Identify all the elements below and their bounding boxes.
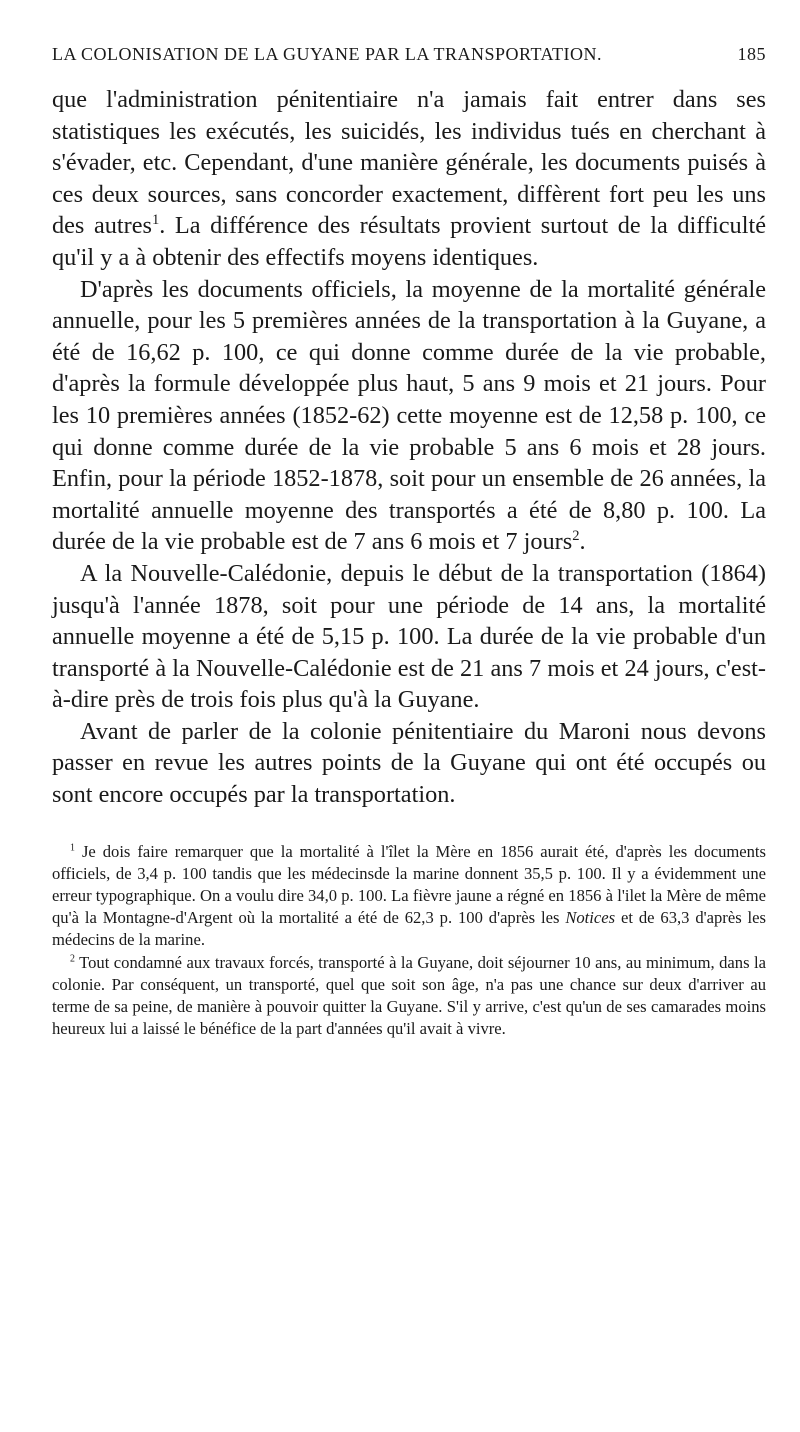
footnote-ref: 1 — [151, 212, 160, 229]
footnote-text: Je dois faire remarquer que la mortalité à l'îlet la Mère en 1856 aurait été, d'après les documents officiels, de 3,4 p. 100 tandis que les médecinsde la marine donnent 35,5 p. 100. Il y a évidemment une erreur typographique. On a voulu dire 34,0 p. 100. La fièvre jaune a régné en 1856 à l'ilet la Mère de même qu'à la Montagne-d'Argent où la mortalité a été de 62,3 p. 100 d'après les — [52, 841, 766, 928]
paragraph-text: . La différence des résultats provient surtout de la difficulté qu'il y a à obtenir des effectifs moyens identiques. — [52, 212, 766, 271]
paragraph-text: D'après les documents officiels, la moyenne de la mortalité générale annuelle, pour les 5 premières années de la transportation à la Guyane, a été de 16,62 p. 100, ce qui donne comme durée de la vie probable, d'après la formule développée plus haut, 5 ans 9 mois et 21 jours. Pour les 10 premières années (1852-62) cette moyenne est de 12,58 p. 100, ce qui donne comme durée de la vie probable 5 ans 6 mois et 28 jours. Enfin, pour la période 1852-1878, soit pour un ensemble de 26 années, la mortalité annuelle moyenne des transportés a été de 8,80 p. 100. La durée de la vie probable est de 7 ans 6 mois et 7 jours — [52, 275, 766, 556]
footnote-italic: Notices — [565, 908, 616, 928]
footnote-text: Tout condamné aux travaux forcés, transporté à la Guyane, doit séjourner 10 ans, au minimum, dans la colonie. Par conséquent, un transporté, quel que soit son âge, n'a pas une chance sur deux d'arriver au terme de sa peine, de manière à pouvoir quitter la Guyane. S'il y arrive, c'est qu'un de ses camarades moins heureux lui a laissé le bénéfice de la part d'années qu'il avait à vivre. — [52, 952, 766, 1039]
paragraph-text: . — [579, 528, 586, 556]
paragraph — [52, 558, 766, 716]
body-text — [52, 84, 766, 811]
running-head-title: LA COLONISATION DE LA GUYANE PAR LA TRANSPORTATION. — [52, 44, 603, 64]
page — [52, 44, 766, 1040]
footnote-marker: 1 — [70, 842, 75, 854]
footnote-ref: 2 — [572, 528, 580, 545]
paragraph-text: que l'administration pénitentiaire n'a jamais fait entrer dans ses statistiques les exécutés, les suicidés, les individus tués en cherchant à s'évader, etc. Cependant, d'une manière générale, les documents puisés à ces deux sources, sans concorder exactement, diffèrent fort peu les uns des autres — [52, 86, 766, 240]
running-head — [52, 44, 766, 84]
paragraph — [52, 84, 766, 274]
paragraph-text: A la Nouvelle-Calédonie, depuis le début de la transportation (1864) jusqu'à l'année 1878, soit pour une période de 14 ans, la mortalité annuelle moyenne a été de 5,15 p. 100. La durée de la vie probable d'un transporté à la Nouvelle-Calédonie est de 21 ans 7 mois et 24 jours, c'est-à-dire près de trois fois plus qu'à la Guyane. — [52, 559, 766, 714]
footnotes — [52, 841, 766, 1041]
footnote — [52, 841, 766, 952]
paragraph-text: Avant de parler de la colonie pénitentiaire du Maroni nous devons passer en revue les autres points de la Guyane qui ont été occupés ou sont encore occupés par la transportation. — [52, 717, 766, 809]
footnote-text: et de 63,3 d'après les médecins de la marine. — [52, 908, 766, 950]
page-number: 185 — [737, 44, 766, 64]
footnote — [52, 952, 766, 1041]
paragraph — [52, 716, 766, 811]
paragraph — [52, 274, 766, 558]
footnote-marker: 2 — [70, 953, 75, 965]
